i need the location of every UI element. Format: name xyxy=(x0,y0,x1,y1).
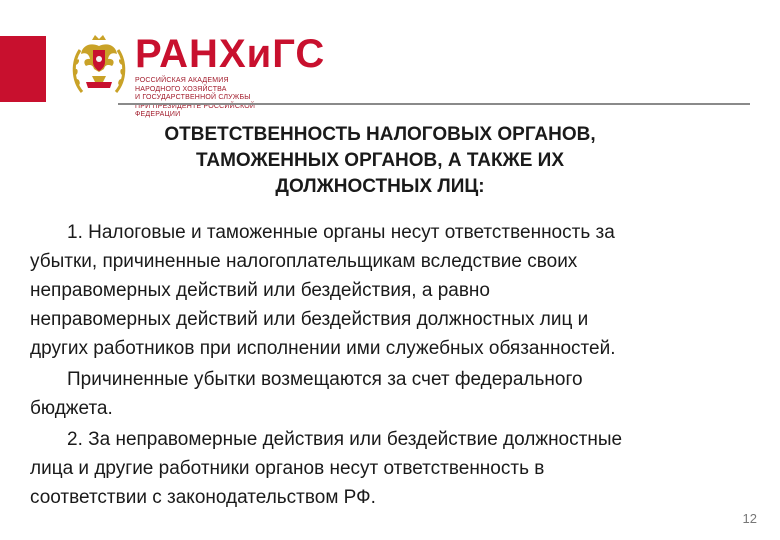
paragraph-line: убытки, причиненные налогоплательщикам вследствие своих xyxy=(30,251,578,272)
paragraph-line: бюджета. xyxy=(30,398,113,419)
brand-subtitle xyxy=(135,77,275,120)
brand-subtitle-line: РОССИЙСКАЯ АКАДЕМИЯ НАРОДНОГО ХОЗЯЙСТВА xyxy=(135,77,229,93)
header-divider xyxy=(118,103,750,105)
slide-title-line: ДОЛЖНОСТНЫХ ЛИЦ: xyxy=(275,176,485,197)
brand-name: РАНХиГС xyxy=(135,32,326,76)
paragraph-line: неправомерных действий или бездействия, а равно xyxy=(30,280,490,301)
brand-subtitle-line: ПРИ ПРЕЗИДЕНТЕ РОССИЙСКОЙ ФЕДЕРАЦИИ xyxy=(135,102,256,119)
paragraph-1 xyxy=(30,218,755,363)
slide-title-line: ТАМОЖЕННЫХ ОРГАНОВ, А ТАКЖЕ ИХ xyxy=(195,150,565,171)
paragraph-line: 1. Налоговые и таможенные органы несут ответственность за xyxy=(67,222,615,243)
slide-title-line: ОТВЕТСТВЕННОСТЬ НАЛОГОВЫХ ОРГАНОВ, xyxy=(164,124,596,145)
header-accent-bar xyxy=(0,36,46,102)
paragraph-line: других работников при исполнении ими служебных обязанностей. xyxy=(30,338,616,359)
brand-block xyxy=(135,34,325,120)
slide-body xyxy=(30,218,755,514)
slide-title xyxy=(100,122,660,200)
paragraph-3 xyxy=(30,425,755,512)
paragraph-line: Причиненные убытки возмещаются за счет федерального xyxy=(67,369,583,390)
paragraph-line: лица и другие работники органов несут ответственность в xyxy=(30,458,545,479)
paragraph-line: соответствии с законодательством РФ. xyxy=(30,487,376,508)
double-headed-eagle-emblem-icon xyxy=(70,32,128,98)
paragraph-line: 2. За неправомерные действия или бездействие должностные xyxy=(67,429,623,450)
paragraph-2 xyxy=(30,365,755,423)
brand-subtitle-line: И ГОСУДАРСТВЕННОЙ СЛУЖБЫ xyxy=(135,94,251,102)
page-number: 12 xyxy=(742,511,757,526)
paragraph-line: неправомерных действий или бездействия должностных лиц и xyxy=(30,309,589,330)
